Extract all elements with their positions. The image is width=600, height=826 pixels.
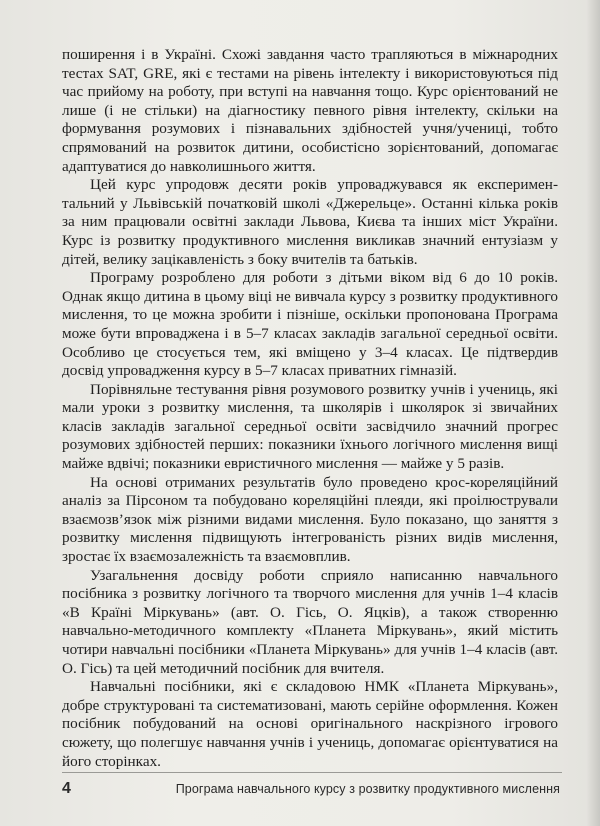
paragraph-structure: Навчальні посібники, які є складовою НМК «Планета Міркувань», добре структуровані та систематизовані, мають серійне оформлення. Кожен посібник побудований на основі оригінального наскрізного ігрового сюжету, що полегшує навчання учнів і учениць, допомагає орієнтуватися на його сторінках. — [62, 678, 558, 770]
paragraph-continuation: поширення і в Україні. Схожі завдання часто трапляються в міжнародних тестах SAT, GRE, які є тестами на рівень інтелекту і використовуються під час прийому на роботу, при вступі на навчання тощо. Курс орієнтований не лише (і не стільки) на діагностику певного рівня інтелекту, скільки на формування розумових і пізнавальних здібностей учня/учениці, тобто спрямований на розвиток дитини, особистісно зорієнтований, допомагає адаптуватися до навколишнього життя. — [62, 46, 558, 175]
paragraph-course-history: Цей курс упродовж десяти років упроваджувався як експериментальний у Львівській початковій школі «Джерельце». Останні кілька років за ним працювали освітні заклади Львова, Києва та інших міст України. Курс із розвитку продуктивного мислення викликав значний ентузіазм у дітей, велику зацікавленість з боку вчителів та батьків. — [62, 176, 558, 268]
running-footer-title: Програма навчального курсу з розвитку продуктивного мислення — [175, 782, 560, 796]
page-number: 4 — [62, 780, 71, 797]
paragraph-testing: Порівняльне тестування рівня розумового розвитку учнів і учениць, які мали уроки з розвитку мислення, та школярів і школярок зі звичайних класів закладів загальної середньої освіти засвідчило значний прогрес розумових здібностей перших: показники їхнього логічного мислення вищі майже вдвічі; показники евристичного мислення — майже у 5 разів. — [62, 380, 558, 473]
paragraph-age-range: Програму розроблено для роботи з дітьми віком від 6 до 10 років. Однак якщо дитина в цьому віці не вивчала курсу з розвитку продуктивного мислення, то це можна зробити і пізніше, оскільки пропонована Програма може бути впроваджена і в 5–7 класах закладів загальної середньої освіти. Особливо це стосується тем, які вміщено у 3–4 класах. Це підтвердив досвід упровадження курсу в 5–7 класах приватних гімназій. — [62, 269, 558, 380]
page-edge-shadow — [586, 0, 600, 826]
footer-divider — [62, 772, 562, 773]
paragraph-correlation: На основі отриманих результатів було проведено крос-кореляційний аналіз за Пірсоном та побудовано кореляційні плеяди, які проілюстрували взаємозв’язок між різними видами мислення. Було показано, що заняття з розвитку мислення підвищують інтегрованість різних видів мислення, зростає їх взаємозалежність та взаємовплив. — [62, 473, 558, 566]
body-text — [62, 46, 558, 771]
paragraph-textbooks: Узагальнення досвіду роботи сприяло написанню навчального посібника з розвитку логічного та творчого мислення для учнів 1–4 класів «В Країні Міркувань» (авт. О. Гісь, О. Яцків), а також створенню навчально-методичного комплекту «Планета Міркувань», який містить чотири навчальні посібники «Планета Міркувань» для учнів 1–4 класів (авт. О. Гісь) та цей методичний посібник для вчителя. — [62, 566, 558, 677]
